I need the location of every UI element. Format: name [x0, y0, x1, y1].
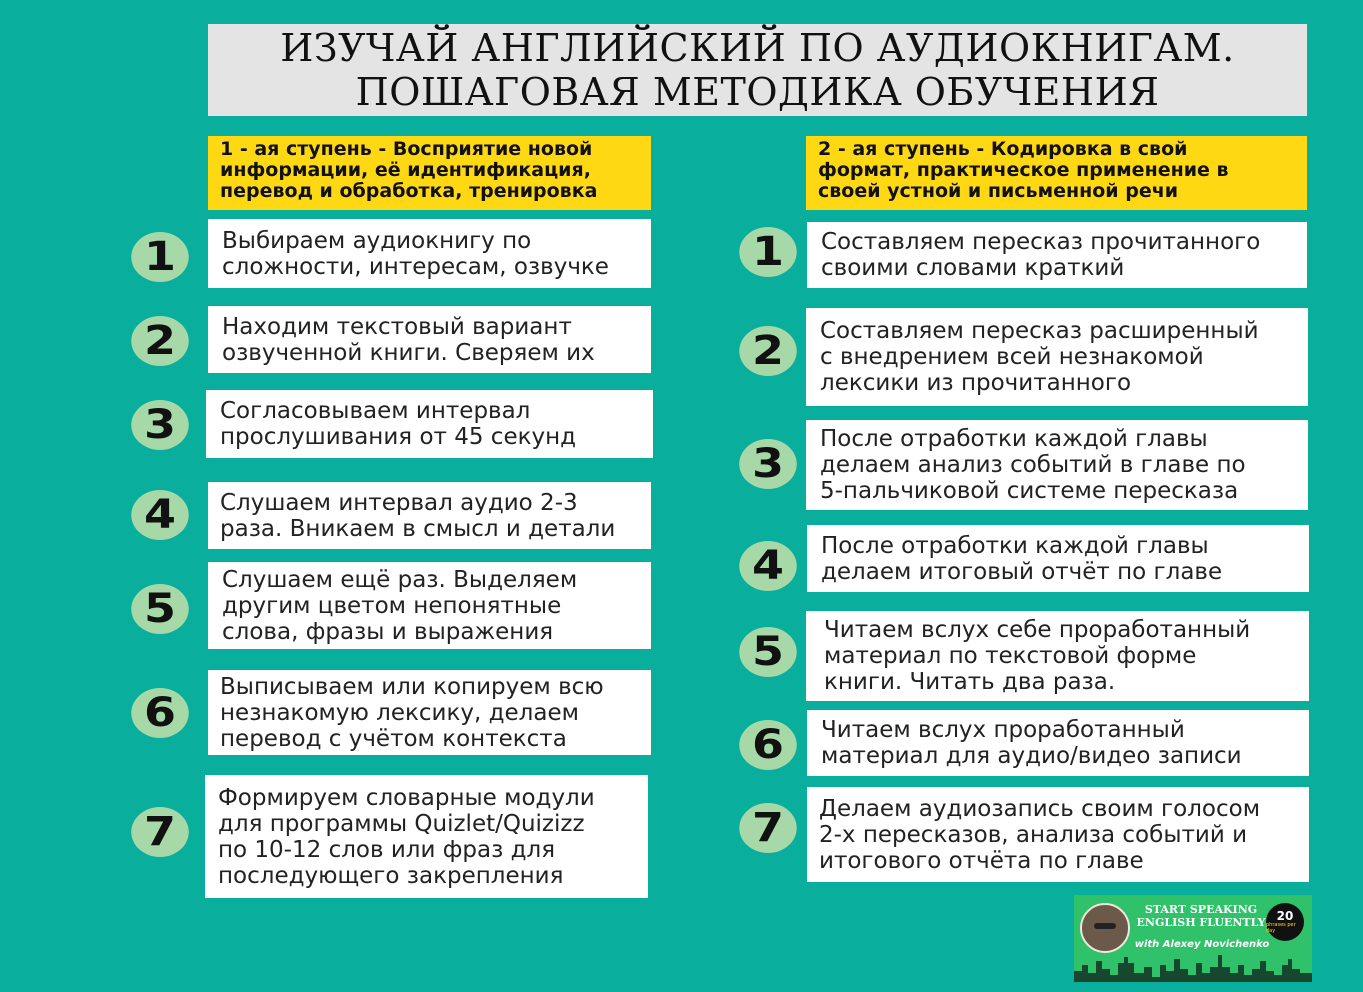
step-text: озвученной книги. Сверяем их: [222, 339, 595, 366]
stage-1-line: 1 - ая ступень - Восприятие новой: [220, 138, 593, 160]
step-text: Читаем вслух себе проработанный: [824, 617, 1251, 643]
step-text: Формируем словарные модули: [218, 784, 595, 811]
step-text: незнакомую лексику, делаем: [220, 699, 579, 726]
step-text: другим цветом непонятные: [222, 592, 562, 619]
left-step-card: [205, 775, 648, 898]
step-text: делаем анализ событий в главе по: [820, 452, 1246, 478]
step-text: материал для аудио/видео записи: [821, 743, 1242, 769]
step-text: раза. Вникаем в смысл и детали: [220, 515, 616, 542]
step-text: лексики из прочитанного: [820, 370, 1132, 396]
title-line-1: ИЗУЧАЙ АНГЛИЙСКИЙ ПО АУДИОКНИГАМ.: [280, 26, 1235, 70]
badge-title-line: START SPEAKING: [1144, 903, 1258, 916]
left-step-number: 6: [131, 688, 189, 738]
stage-1-header: [208, 136, 651, 210]
right-step-number: 4: [739, 541, 797, 591]
left-step-card: [208, 482, 651, 549]
step-text: слова, фразы и выражения: [222, 618, 554, 645]
left-step-card: [208, 562, 651, 649]
step-text: После отработки каждой главы: [821, 532, 1209, 559]
badge-title-line: ENGLISH FLUENTLY: [1136, 916, 1266, 929]
right-step-number: 2: [739, 326, 797, 376]
left-step-card: [208, 219, 651, 288]
right-step-card: [806, 308, 1308, 406]
step-text: книги. Читать два раза.: [824, 669, 1116, 695]
left-step-card: [206, 390, 653, 458]
left-step-number: 3: [131, 400, 189, 450]
right-step-number: 6: [739, 720, 797, 770]
left-step-number: 4: [131, 490, 189, 540]
stage-2-header: [806, 136, 1307, 210]
stage-1-line: информации, её идентификация,: [220, 159, 591, 181]
step-text: 5-пальчиковой системе пересказа: [820, 478, 1239, 504]
badge-author: with Alexey Novichenko: [1134, 939, 1270, 950]
phrases-count-badge: [1266, 903, 1304, 941]
step-text: Слушаем ещё раз. Выделяем: [222, 566, 578, 593]
phrases-count: 20: [1276, 909, 1294, 923]
step-text: сложности, интересам, озвучке: [222, 253, 609, 280]
step-text: делаем итоговый отчёт по главе: [821, 558, 1223, 585]
stage-1-line: перевод и обработка, тренировка: [220, 180, 598, 202]
step-text: по 10-12 слов или фраз для: [218, 836, 556, 863]
left-step-card: [208, 306, 651, 373]
title-line-2: ПОШАГОВАЯ МЕТОДИКА ОБУЧЕНИЯ: [355, 70, 1160, 114]
stage-2-line: своей устной и письменной речи: [818, 180, 1179, 202]
right-step-card: [806, 611, 1309, 701]
phrases-caption: phrases per day: [1266, 922, 1296, 934]
step-text: своими словами краткий: [821, 255, 1125, 281]
step-text: для программы Quizlet/Quizizz: [218, 810, 585, 837]
left-step-card: [208, 670, 651, 755]
step-text: материал по текстовой форме: [824, 643, 1197, 669]
course-badge: [1074, 895, 1312, 982]
page-title: [208, 24, 1307, 116]
step-text: последующего закрепления: [218, 862, 564, 889]
left-step-number: 7: [131, 807, 189, 857]
step-text: Составляем пересказ прочитанного: [821, 229, 1261, 255]
right-step-number: 1: [739, 227, 797, 277]
step-text: Составляем пересказ расширенный: [820, 318, 1259, 344]
step-text: 2-х пересказов, анализа событий и: [819, 821, 1248, 848]
left-step-number: 2: [131, 316, 189, 366]
step-text: Слушаем интервал аудио 2-3: [220, 489, 578, 516]
right-step-number: 3: [739, 439, 797, 489]
right-step-card: [806, 420, 1308, 510]
step-text: Находим текстовый вариант: [222, 313, 572, 340]
right-step-card: [807, 710, 1309, 776]
right-step-card: [807, 787, 1309, 882]
stage-2-line: 2 - ая ступень - Кодировка в свой: [818, 138, 1188, 160]
avatar: [1080, 903, 1130, 953]
step-text: Выписываем или копируем всю: [220, 673, 604, 700]
right-step-card: [807, 525, 1309, 592]
left-step-number: 1: [131, 232, 189, 282]
right-step-number: 7: [739, 803, 797, 853]
step-text: После отработки каждой главы: [820, 426, 1208, 452]
right-step-number: 5: [739, 627, 797, 677]
step-text: Выбираем аудиокнигу по: [222, 227, 532, 254]
step-text: с внедрением всей незнакомой: [820, 344, 1204, 370]
badge-title: [1136, 903, 1266, 929]
step-text: перевод с учётом контекста: [220, 725, 567, 752]
step-text: Делаем аудиозапись своим голосом: [819, 795, 1261, 822]
right-step-card: [807, 222, 1307, 288]
step-text: Согласовываем интервал: [220, 398, 531, 424]
step-text: итогового отчёта по главе: [819, 847, 1144, 874]
city-skyline-icon: [1074, 953, 1312, 982]
step-text: прослушивания от 45 секунд: [220, 424, 577, 450]
stage-2-line: формат, практическое применение в: [818, 159, 1229, 181]
left-step-number: 5: [131, 584, 189, 634]
step-text: Читаем вслух проработанный: [821, 717, 1185, 743]
